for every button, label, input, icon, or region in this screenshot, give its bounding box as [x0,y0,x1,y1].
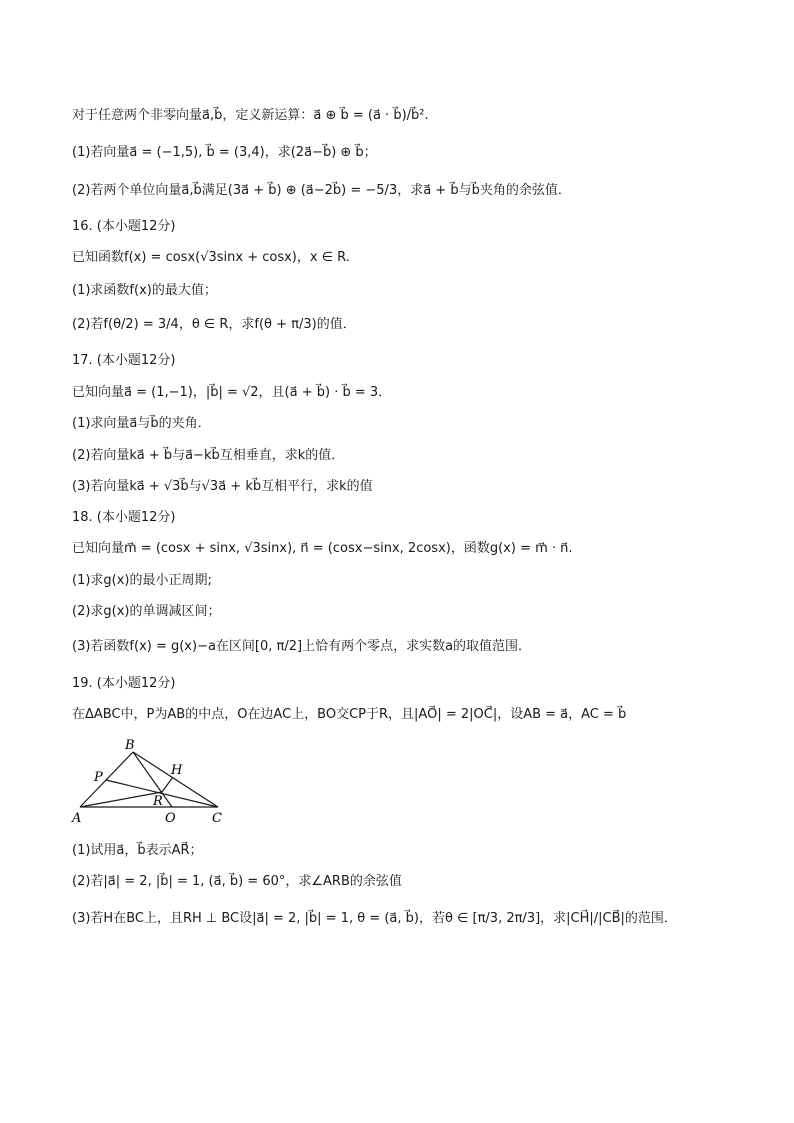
label-o: O [165,811,176,826]
problem-16-part1: (1)求函数f(x)的最大值； [72,283,217,298]
problem-16-intro: 已知函数f(x) = cosx(√3sinx + cosx)，x ∈ R. [72,250,350,265]
label-r: R [153,794,163,809]
segment-bo [133,752,172,807]
problem-19-part3: (3)若H在BC上，且RH ⊥ BC设|a⃗| = 2, |b⃗| = 1, θ = (a⃗, b⃗)，若θ ∈ [π/3, 2π/3]，求|CH⃗|/|CB⃗|的范围． [72,911,677,926]
problem-15-intro: 对于任意两个非零向量a⃗,b⃗，定义新运算：a⃗ ⊕ b⃗ = (a⃗ · b⃗)/b⃗². [72,108,429,123]
segment-ar [80,792,162,807]
problem-17-part2: (2)若向量ka⃗ + b⃗与a⃗−kb⃗互相垂直，求k的值． [72,448,345,463]
problem-15-part1: (1)若向量a⃗ = (−1,5), b⃗ = (3,4)，求(2a⃗−b⃗) ⊕ b⃗； [72,145,377,160]
problem-18-intro: 已知向量m⃗ = (cosx + sinx, √3sinx), n⃗ = (cosx−sinx, 2cosx)，函数g(x) = m⃗ · n⃗. [72,541,573,556]
problem-17-part1: (1)求向量a⃗与b⃗的夹角． [72,416,211,431]
problem-16-header: 16. (本小题12分) [72,219,176,234]
problem-18-part1: (1)求g(x)的最小正周期; [72,573,212,588]
problem-18-part3: (3)若函数f(x) = g(x)−a在区间[0, π/2]上恰有两个零点，求实数a的取值范围． [72,639,532,654]
problem-17-part3: (3)若向量ka⃗ + √3b⃗与√3a⃗ + kb⃗互相平行，求k的值 [72,479,373,494]
problem-18-header: 18. (本小题12分) [72,510,176,525]
label-c: C [212,811,222,826]
label-p: P [94,770,103,785]
problem-15-part2: (2)若两个单位向量a⃗,b⃗满足(3a⃗ + b⃗) ⊕ (a⃗−2b⃗) = −5/3，求a⃗ + b⃗与b⃗夹角的余弦值． [72,183,571,198]
segment-bc [133,752,218,807]
label-b: B [125,738,135,753]
problem-18-part2: (2)求g(x)的单调减区间； [72,604,221,619]
segment-cp [106,780,218,807]
problem-17-intro: 已知向量a⃗ = (1,−1)，|b⃗| = √2，且(a⃗ + b⃗) · b⃗ = 3． [72,385,392,400]
problem-19-part1: (1)试用a⃗，b⃗表示AR⃗； [72,843,203,858]
segment-rh [162,777,173,792]
problem-16-part2: (2)若f(θ/2) = 3/4，θ ∈ R，求f(θ + π/3)的值． [72,317,356,332]
problem-19-header: 19. (本小题12分) [72,676,176,691]
problem-17-header: 17. (本小题12分) [72,353,176,368]
segment-ab [80,752,133,807]
label-a: A [72,811,82,826]
problem-19-intro: 在ΔABC中，P为AB的中点，O在边AC上，BO交CP于R，且|AO⃗| = 2|OC⃗|，设AB = a⃗，AC = b⃗ [72,707,627,722]
problem-19-part2: (2)若|a⃗| = 2, |b⃗| = 1, (a⃗, b⃗) = 60°，求∠ARB的余弦值 [72,874,402,889]
label-h: H [171,763,183,778]
